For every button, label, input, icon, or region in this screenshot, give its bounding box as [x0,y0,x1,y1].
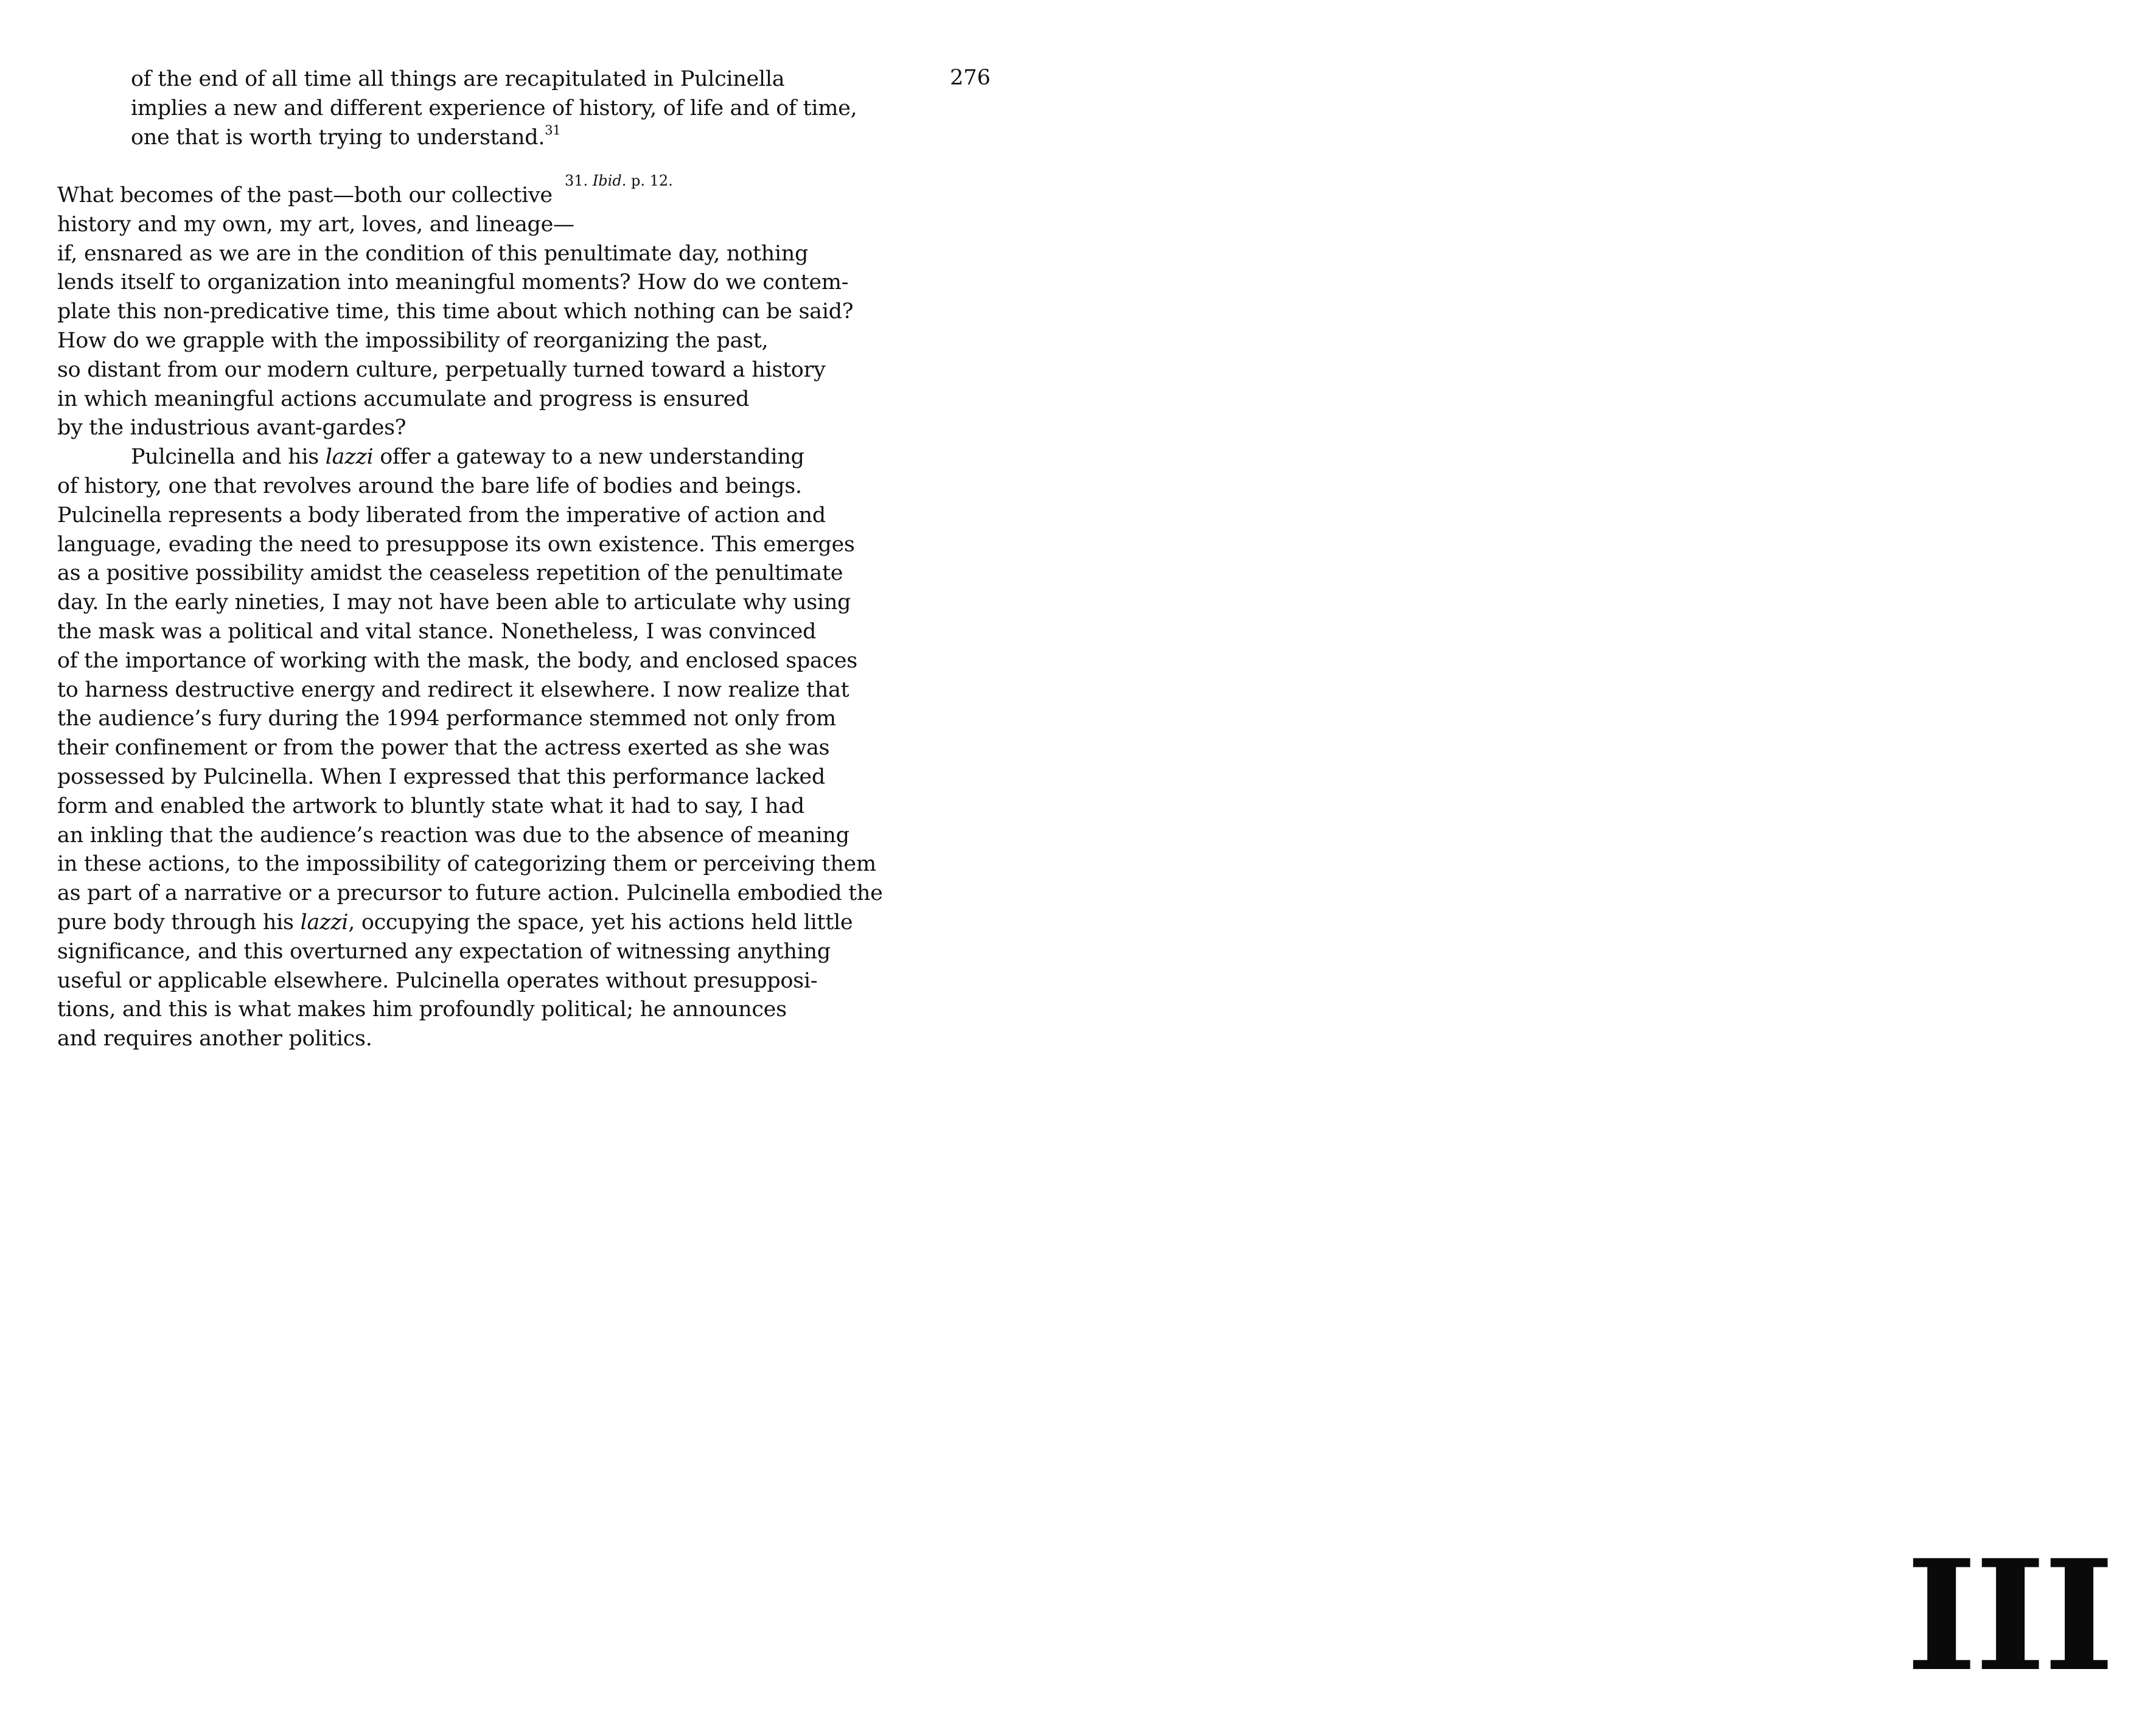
body-line-text: What becomes of the past—both our collective [57,183,553,207]
body-line-text: an inkling that the audience’s reaction was due to the absence of meaning [57,823,849,848]
body-line-text: How do we grapple with the impossibility of reorganizing the past, [57,329,769,353]
body-line-text: , occupying the space, yet his actions held little [348,910,853,935]
body-line-text: Pulcinella and his [131,445,326,470]
body-line [57,559,843,588]
body-line [57,413,406,442]
body-line-text: form and enabled the artwork to bluntly state what it had to say, I had [57,793,804,818]
body-line [57,181,553,210]
body-line [57,733,829,762]
body-line-text: to harness destructive energy and redirect it elsewhere. I now realize that [57,677,849,702]
body-line-text: Pulcinella represents a body liberated from the imperative of action and [57,503,826,528]
body-line [57,326,768,355]
body-line [57,239,808,268]
body-line [131,442,804,472]
body-line-text: the mask was a political and vital stance. Nonetheless, I was convinced [57,619,817,644]
body-line [57,210,574,239]
body-line [57,472,802,501]
body-line [57,995,787,1024]
body-line [57,849,876,879]
body-line [57,268,848,297]
footnote-text: p. 12. [626,172,673,189]
body-line [57,355,825,385]
body-line [57,792,804,821]
body-line [57,297,853,326]
body-line [57,588,851,617]
body-line-text: as part of a narrative or a precursor to future action. Pulcinella embodied the [57,881,883,906]
body-line [57,385,749,414]
body-line-text: if, ensnared as we are in the condition of this penultimate day, nothing [57,241,809,266]
body-line [57,646,857,675]
body-line-text: in these actions, to the impossibility of categorizing them or perceiving them [57,852,876,877]
body-line-text: their confinement or from the power that the actress exerted as she was [57,736,830,761]
page-number: 276 [950,66,991,90]
body-line-text: useful or applicable elsewhere. Pulcinella operates without presupposi- [57,968,818,993]
footnote-number: 31. [565,172,588,189]
body-line-text: history and my own, my art, loves, and lineage— [57,212,574,237]
section-numeral: III [1906,1526,2112,1705]
body-line-text: language, evading the need to presuppose its own existence. This emerges [57,532,855,557]
quote-line: of the end of all time all things are recapitulated in Pulcinella [131,67,785,91]
body-line-text: pure body through his [57,910,301,935]
quote-line: implies a new and different experience of history, of life and of time, [131,96,857,120]
body-line-text: plate this non-predicative time, this time about which nothing can be said? [57,299,854,324]
quote-line-text: one that is worth trying to understand. [131,125,545,150]
body-line-text: tions, and this is what makes him profoundly political; he announces [57,997,787,1022]
body-line [57,530,855,559]
body-line-text: by the industrious avant-gardes? [57,416,406,441]
body-line-text: the audience’s fury during the 1994 performance stemmed not only from [57,706,836,731]
body-line [57,821,849,850]
body-line [57,617,816,646]
body-line [57,879,883,908]
footnote-reference: 31 [545,123,561,138]
footnote-italic: Ibid. [592,172,627,189]
body-line-text: offer a gateway to a new understanding [373,445,804,470]
footnote [565,170,673,191]
body-line-text: in which meaningful actions accumulate and progress is ensured [57,386,750,411]
body-line-text: and requires another politics. [57,1026,372,1051]
body-line [57,704,836,733]
body-line [57,937,831,966]
body-line-text: of history, one that revolves around the bare life of bodies and beings. [57,474,802,498]
italic-term: lazzi [300,910,349,935]
body-line-text: significance, and this overturned any expectation of witnessing anything [57,939,831,964]
body-line [57,908,853,937]
body-line [57,1024,372,1053]
body-line [57,966,817,995]
body-line [57,762,825,792]
body-line-text: as a positive possibility amidst the ceaseless repetition of the penultimate [57,561,843,586]
quote-line [131,123,560,152]
body-line [57,501,826,530]
body-line-text: day. In the early nineties, I may not have been able to articulate why using [57,590,851,615]
body-line-text: possessed by Pulcinella. When I expressed that this performance lacked [57,765,825,789]
italic-term: lazzi [325,445,374,470]
body-line-text: lends itself to organization into meaningful moments? How do we contem- [57,270,849,295]
body-line-text: so distant from our modern culture, perpetually turned toward a history [57,357,826,382]
body-line-text: of the importance of working with the mask, the body, and enclosed spaces [57,648,857,673]
body-line [57,675,849,705]
